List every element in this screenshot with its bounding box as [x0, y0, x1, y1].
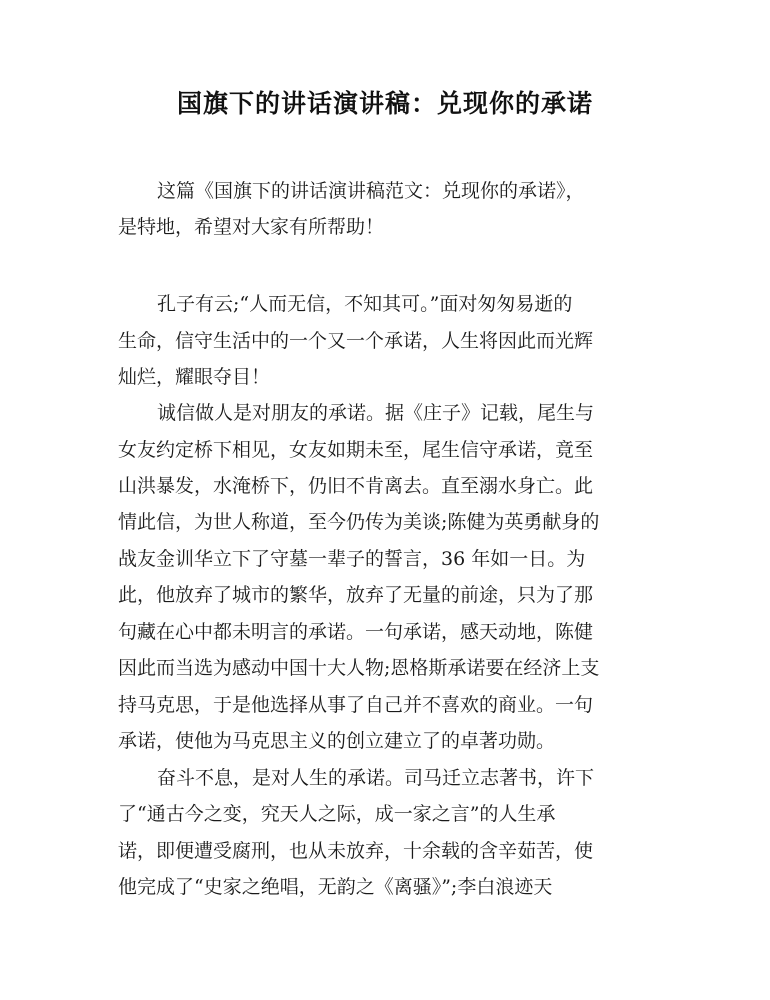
paragraph-1-line-1: 孔子有云;“人而无信，不知其可。”面对匆匆易逝的	[157, 293, 573, 315]
page-title: 国旗下的讲话演讲稿：兑现你的承诺	[176, 89, 593, 118]
paragraph-2-line-5: 战友金训华立下了守墓一辈子的誓言，36 年如一日。为	[118, 548, 586, 570]
intro-line-2: 是特地，希望对大家有所帮助！	[118, 216, 385, 238]
paragraph-3-line-1: 奋斗不息，是对人生的承诺。司马迁立志著书，许下	[157, 767, 595, 789]
paragraph-2-line-3: 山洪暴发，水淹桥下，仍旧不肯离去。直至溺水身亡。此	[118, 475, 594, 497]
paragraph-1-line-3: 灿烂，耀眼夺目！	[118, 366, 271, 388]
paragraph-3-line-4: 他完成了“史家之绝唱，无韵之《离骚》”;李白浪迹天	[118, 876, 553, 898]
intro-line-1: 这篇《国旗下的讲话演讲稿范文：兑现你的承诺》，	[157, 180, 585, 202]
paragraph-2-line-2: 女友约定桥下相见，女友如期未至，尾生信守承诺，竟至	[118, 439, 594, 461]
paragraph-1-line-2: 生命，信守生活中的一个又一个承诺，人生将因此而光辉	[118, 330, 594, 352]
paragraph-2-line-9: 持马克思，于是他选择从事了自己并不喜欢的商业。一句	[118, 694, 594, 716]
paragraph-2-line-7: 句藏在心中都未明言的承诺。一句承诺，感天动地，陈健	[118, 621, 594, 643]
paragraph-2-line-1: 诚信做人是对朋友的承诺。据《庄子》记载，尾生与	[157, 402, 595, 424]
paragraph-2-line-4: 情此信，为世人称道，至今仍传为美谈;陈健为英勇献身的	[118, 511, 600, 533]
paragraph-2-line-10: 承诺，使他为马克思主义的创立建立了的卓著功勋。	[118, 730, 556, 752]
paragraph-2-line-6: 此，他放弃了城市的繁华，放弃了无量的前途，只为了那	[118, 584, 594, 606]
paragraph-2-line-8: 因此而当选为感动中国十大人物;恩格斯承诺要在经济上支	[118, 657, 600, 679]
paragraph-3-line-3: 诺，即便遭受腐刑，也从未放弃，十余载的含辛茹苦，使	[118, 840, 594, 862]
paragraph-3-line-2: 了“通古今之变，究天人之际，成一家之言”的人生承	[118, 803, 556, 825]
